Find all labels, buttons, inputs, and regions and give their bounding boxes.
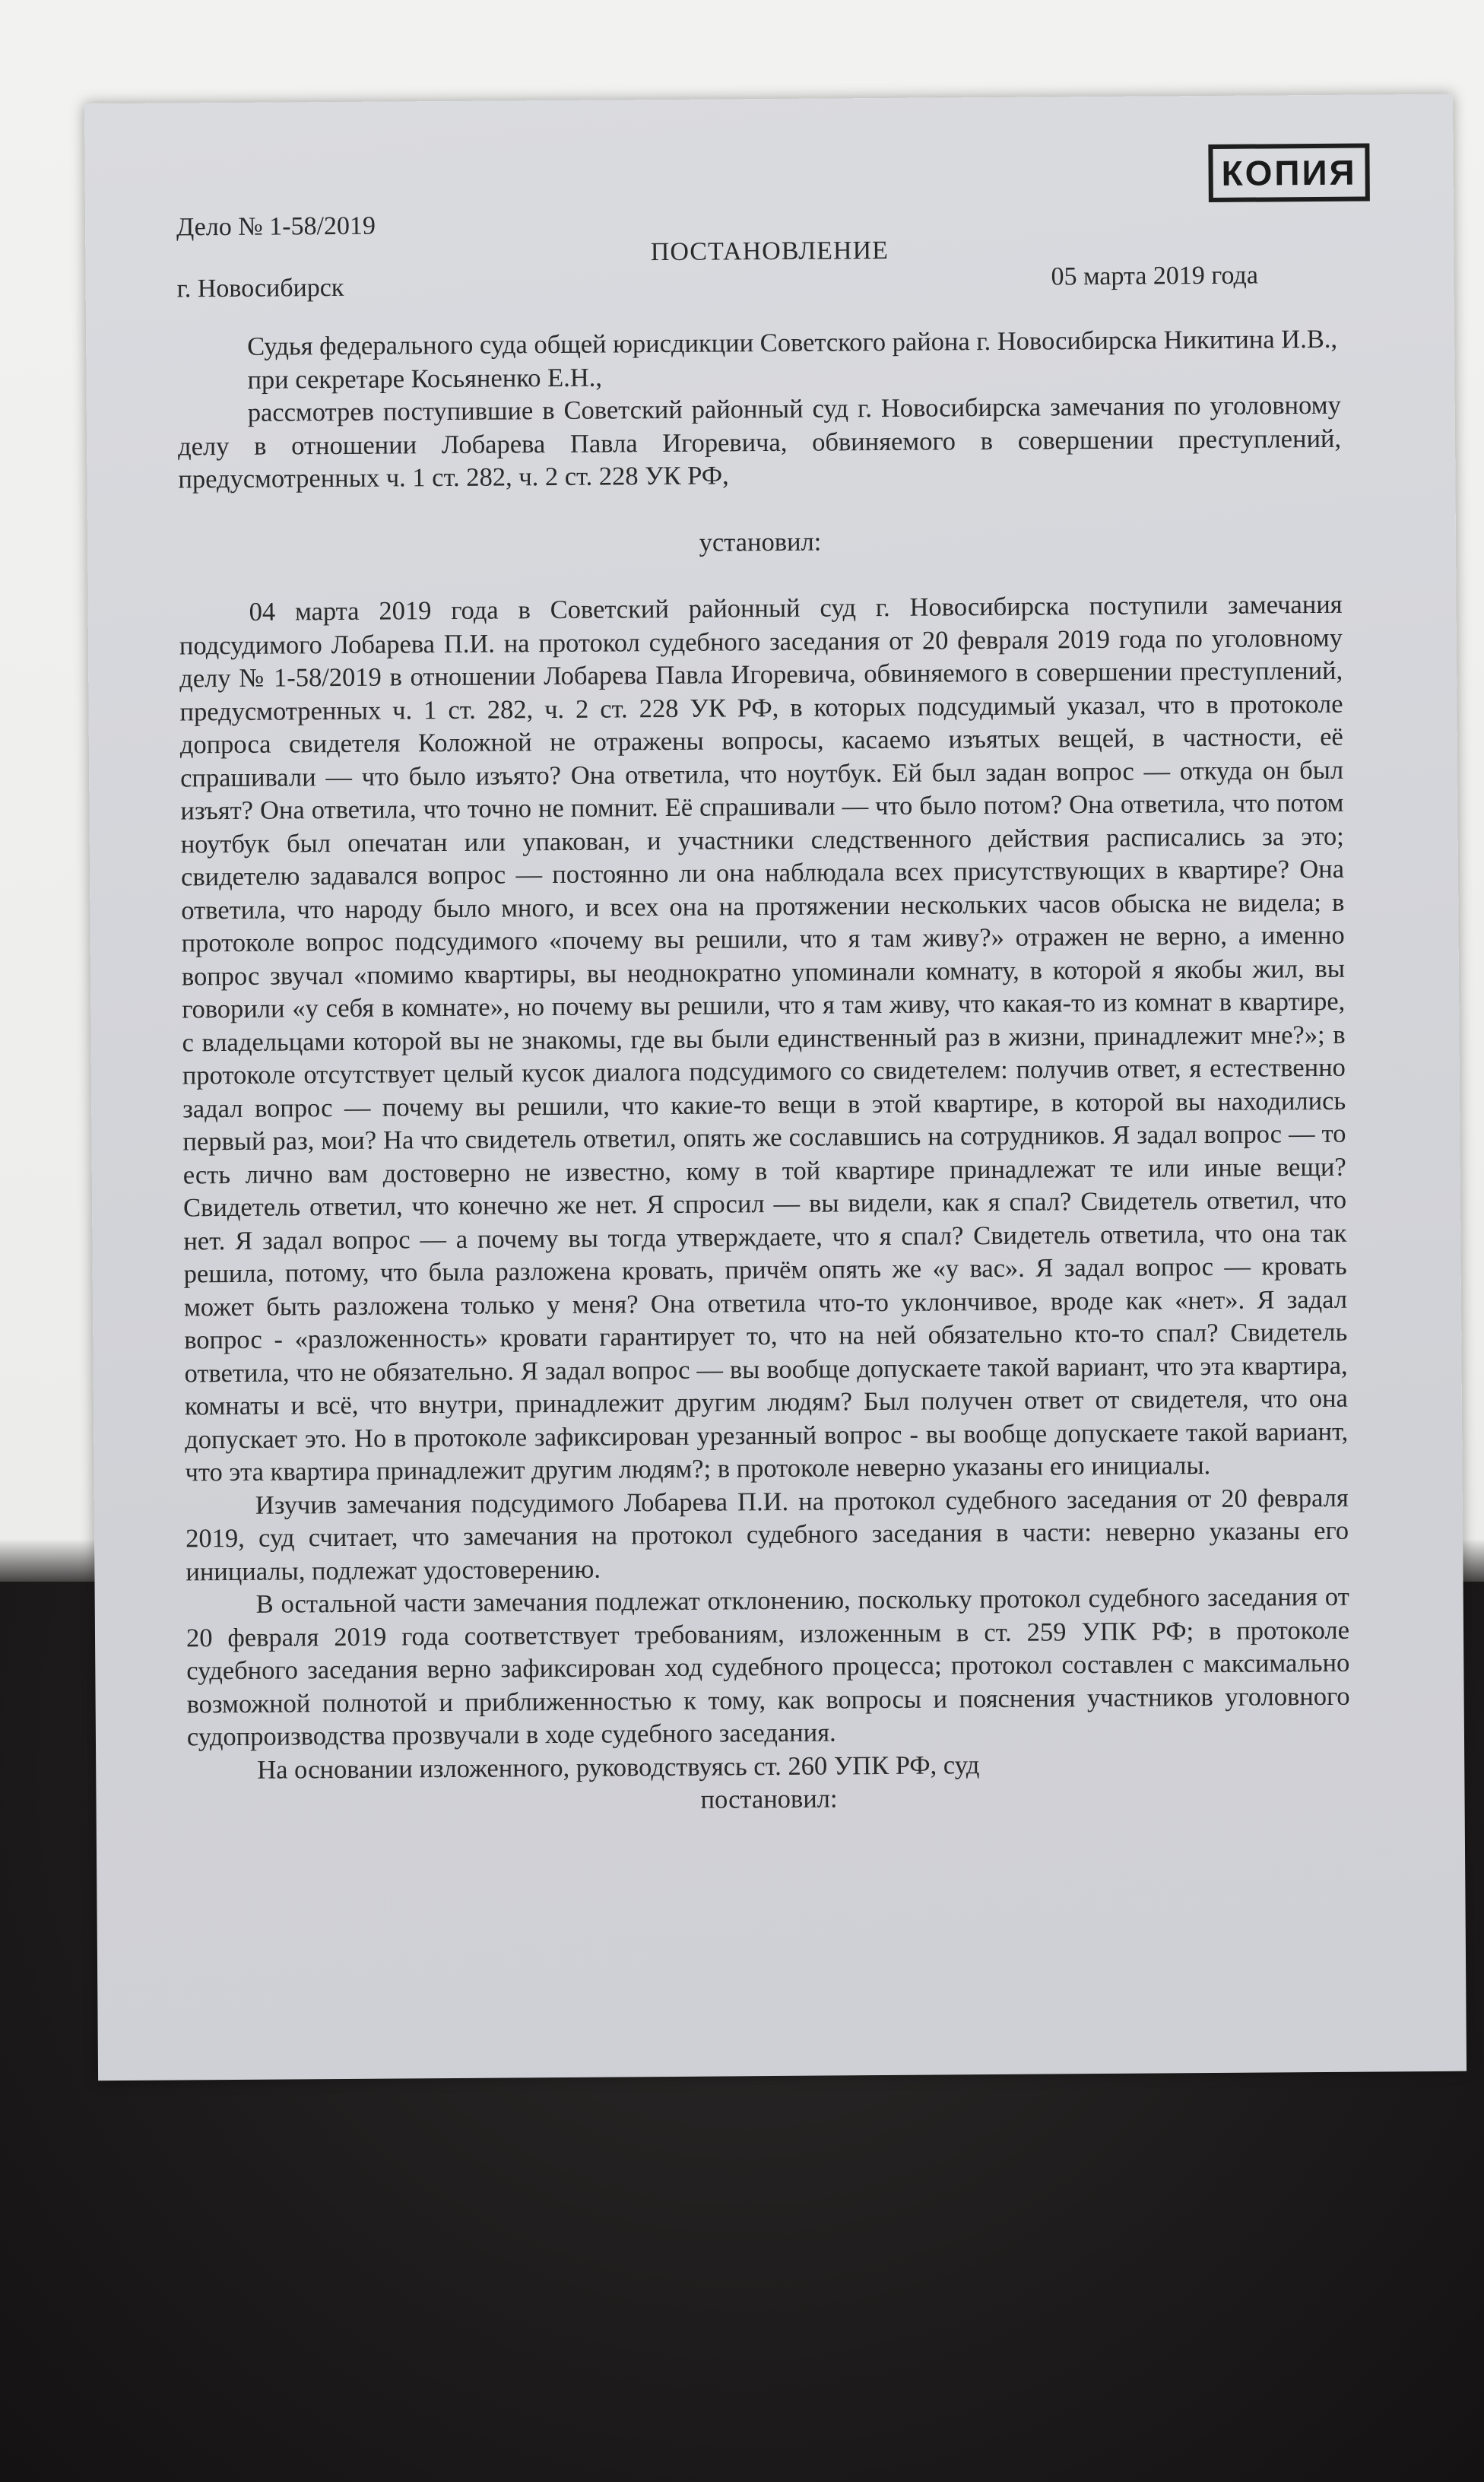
established-heading: установил:: [699, 527, 822, 557]
paragraph-certified: Изучив замечания подсудимого Лобарева П.И. на протокол судебного заседания от 20 февраля 2019, суд считает, что замечания на протокол судебного заседания в части: неверно указаны его инициалы, подлежат удостоверению.: [185, 1483, 1349, 1586]
document-date: 05 марта 2019 года: [1051, 261, 1259, 291]
case-number: Дело № 1-58/2019: [176, 211, 376, 242]
document-title: ПОСТАНОВЛЕНИЕ: [650, 236, 889, 267]
intro-judge: Судья федерального суда общей юрисдикции Советского района г. Новосибирска Никитина И.В.,: [247, 324, 1338, 361]
intro-considered: рассмотрев поступившие в Советский районный суд г. Новосибирска замечания по уголовному делу в отношении Лобарева Павла Игоревича, обвиняемого в совершении преступлений, предусмотренных ч. 1 ст. 282, ч. 2 ст. 228 УК РФ,: [177, 390, 1342, 494]
paragraph-rejected: В остальной части замечания подлежат отклонению, поскольку протокол судебного заседания от 20 февраля 2019 года соответствует требованиям, изложенным в ст. 259 УПК РФ; в протоколе судебного заседания верно зафиксирован ход судебного процесса; протокол составлен с максимально возможной полнотой и приближенностью к тому, как вопросы и пояснения участников уголовного судопроизводства прозвучали в ходе судебного заседания.: [186, 1582, 1350, 1752]
document-body: [177, 323, 1351, 1820]
document-page: [84, 94, 1467, 2081]
intro-secretary: при секретаре Косьяненко Е.Н.,: [247, 363, 603, 395]
city-label: г. Новосибирск: [176, 273, 344, 303]
resolved-heading: постановил:: [700, 1784, 838, 1814]
paragraph-remarks: 04 марта 2019 года в Советский районный суд г. Новосибирска поступили замечания подсудимого Лобарева П.И. на протокол судебного заседания от 20 февраля 2019 года по уголовному делу № 1-58/2019 в отношении Лобарева Павла Игоревича, обвиняемого в совершении преступлений, предусмотренных ч. 1 ст. 282, ч. 2 ст. 228 УК РФ, в которых подсудимый указал, что в протоколе допроса свидетеля Коложной не отражены вопросы, касаемо изъятых вещей, в частности, её спрашивали — что было изъято? Она ответила, что ноутбук. Ей был задан вопрос — откуда он был изъят? Она ответила, что точно не помнит. Её спрашивали — что было потом? Она ответила, что потом ноутбук был опечатан или упакован, и участники следственного действия расписались за это; свидетелю задавался вопрос — постоянно ли она наблюдала всех присутствующих в квартире? Она ответила, что народу было много, и всех она на протяжении нескольких часов обыска не видела; в протоколе вопрос подсудимого «почему вы решили, что я там живу?» отражен не верно, а именно вопрос звучал «помимо квартиры, вы неоднократно упоминали комнату, в которой я якобы жил, вы говорили «у себя в комнате», но почему вы решили, что я там живу, что какая-то из комнат в квартире, с владельцами которой вы не знакомы, где вы были единственный раз в жизни, принадлежит мне?»; в протоколе отсутствует целый кусок диалога подсудимого со свидетелем: получив ответ, я естественно задал вопрос — почему вы решили, что какие-то вещи в этой квартире, в которой вы находились первый раз, мои? На что свидетель ответил, опять же сославшись на сотрудников. Я задал вопрос — то есть лично вам достоверно не известно, кому в той квартире принадлежат те или иные вещи? Свидетель ответил, что конечно же нет. Я спросил — вы видели, как я спал? Свидетель ответил, что нет. Я задал вопрос — а почему вы тогда утверждаете, что я спал? Свидетель ответила, что она так решила, потому, что была разложена кровать, причём опять же «у вас». Я задал вопрос — кровать может быть разложена только у меня? Она ответила что-то уклончивое, вроде как «нет». Я задал вопрос - «разложенность» кровати гарантирует то, что на ней обязательно кто-то спал? Свидетель ответила, что не обязательно. Я задал вопрос — вы вообще допускаете такой вариант, что эта квартира, комнаты и всё, что внутри, принадлежит другим людям? Был получен ответ от свидетеля, что она допускает это. Но в протоколе зафиксирован урезанный вопрос - вы вообще допускаете такой вариант, что эта квартира принадлежит другим людям?; в протоколе неверно указаны его инициалы.: [179, 589, 1349, 1487]
paragraph-basis: На основании изложенного, руководствуясь ст. 260 УПК РФ, суд: [257, 1750, 980, 1785]
copy-stamp: КОПИЯ: [1208, 144, 1370, 202]
